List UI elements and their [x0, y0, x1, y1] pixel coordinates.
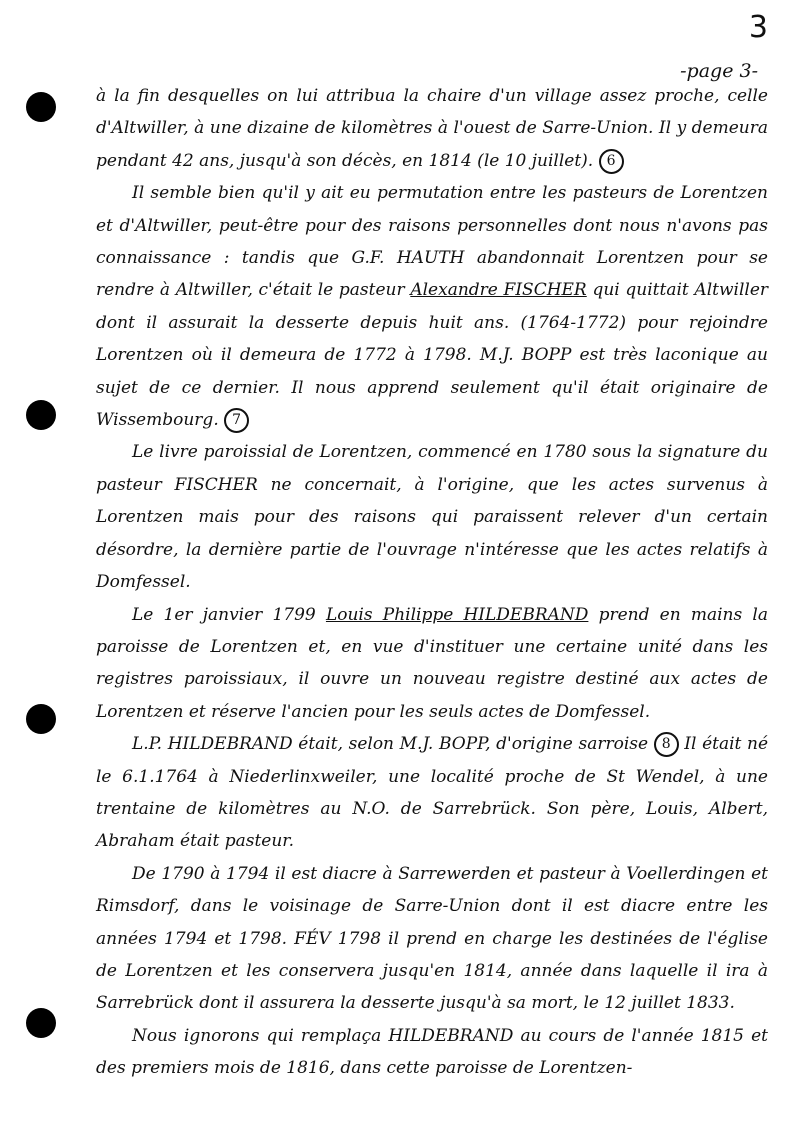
paragraph-text: Le 1er janvier 1799 [132, 604, 316, 625]
page-number: 3 [748, 10, 768, 45]
binder-hole [26, 704, 56, 734]
paragraph-text: De 1790 à 1794 il est diacre à Sarrewerden et pasteur à Voellerdingen et Rimsdorf, dans le voisinage de Sarre-Union dont il est diacre entre les années 1794 et 1798. FÉV 1798 il prend en charge les destinées de l'église de Lorentzen et les conservera jusqu'en 1814, année dans laquelle il ira à Sarrebrück dont il assurera la desserte jusqu'à sa mort, le 12 juillet 1833. [96, 863, 768, 1014]
footnote-marker: 6 [599, 149, 624, 174]
paragraph-text: Le livre paroissial de Lorentzen, commencé en 1780 sous la signature du pasteur FISCHER ne concernait, à l'origine, que les actes survenus à Lorentzen mais pour des raisons qui paraissent relever d'un certain désordre, la dernière partie de l'ouvrage n'intéresse que les actes relatifs à Domfessel. [96, 442, 768, 593]
paragraph-text: Nous ignorons qui remplaça HILDEBRAND au cours de l'année 1815 et des premiers mois de 1816, dans cette paroisse de Lorentzen- [96, 1025, 768, 1079]
page-label: -page 3- [680, 60, 758, 82]
footnote-marker: 7 [224, 408, 249, 433]
paragraph-text: prend en mains la paroisse de Lorentzen et, en vue d'instituer une certaine unité dans les registres paroissiaux, il ouvre un nouveau registre destiné aux actes de Lorentzen et réserve l'ancien pour les seuls actes de Domfessel. [96, 604, 768, 722]
paragraph-text: à la fin desquelles on lui attribua la chaire d'un village assez proche, celle d'Altwiller, à une dizaine de kilomètres à l'ouest de Sarre-Union. Il y demeura pendant 42 ans, jusqu'à son décès, en 1814 (le 10 juillet). [96, 86, 768, 171]
paragraph-5 [96, 728, 768, 858]
paragraph-text: Il semble bien qu'il y ait eu permutation entre les pasteurs de Lorentzen et d'Altwiller, peut-être pour des raisons personnelles dont nous n'avons pas connaissance : tandis que G.F. HAUTH abandonnait Lorentzen pour se rendre à Altwiller, c'était le pasteur [96, 183, 768, 301]
paragraph-2 [96, 177, 768, 436]
binder-hole [26, 400, 56, 430]
underlined-name: Louis Philippe HILDEBRAND [325, 604, 589, 625]
footnote-marker: 8 [654, 732, 679, 757]
paragraph-text: Il était né le 6.1.1764 à Niederlinxweiler, une localité proche de St Wendel, à une trentaine de kilomètres au N.O. de Sarrebrück. Son père, Louis, Albert, Abraham était pasteur. [96, 734, 768, 852]
paragraph-6 [96, 858, 768, 1020]
underlined-name: Alexandre FISCHER [410, 280, 587, 301]
paragraph-3 [96, 436, 768, 598]
paragraph-text: L.P. HILDEBRAND était, selon M.J. BOPP, d'origine sarroise [132, 734, 649, 755]
paragraph-text: qui quittait Altwiller dont il assurait la desserte depuis huit ans. (1764-1772) pour rejoindre Lorentzen où il demeura de 1772 à 1798. M.J. BOPP est très laconique au sujet de ce dernier. Il nous apprend seulement qu'il était originaire de Wissembourg. [96, 280, 769, 431]
body-text [96, 80, 768, 1085]
paragraph-7 [96, 1020, 768, 1085]
binder-hole [26, 1008, 56, 1038]
paragraph-1 [96, 80, 768, 177]
paragraph-4 [96, 599, 768, 729]
binder-hole [26, 92, 56, 122]
